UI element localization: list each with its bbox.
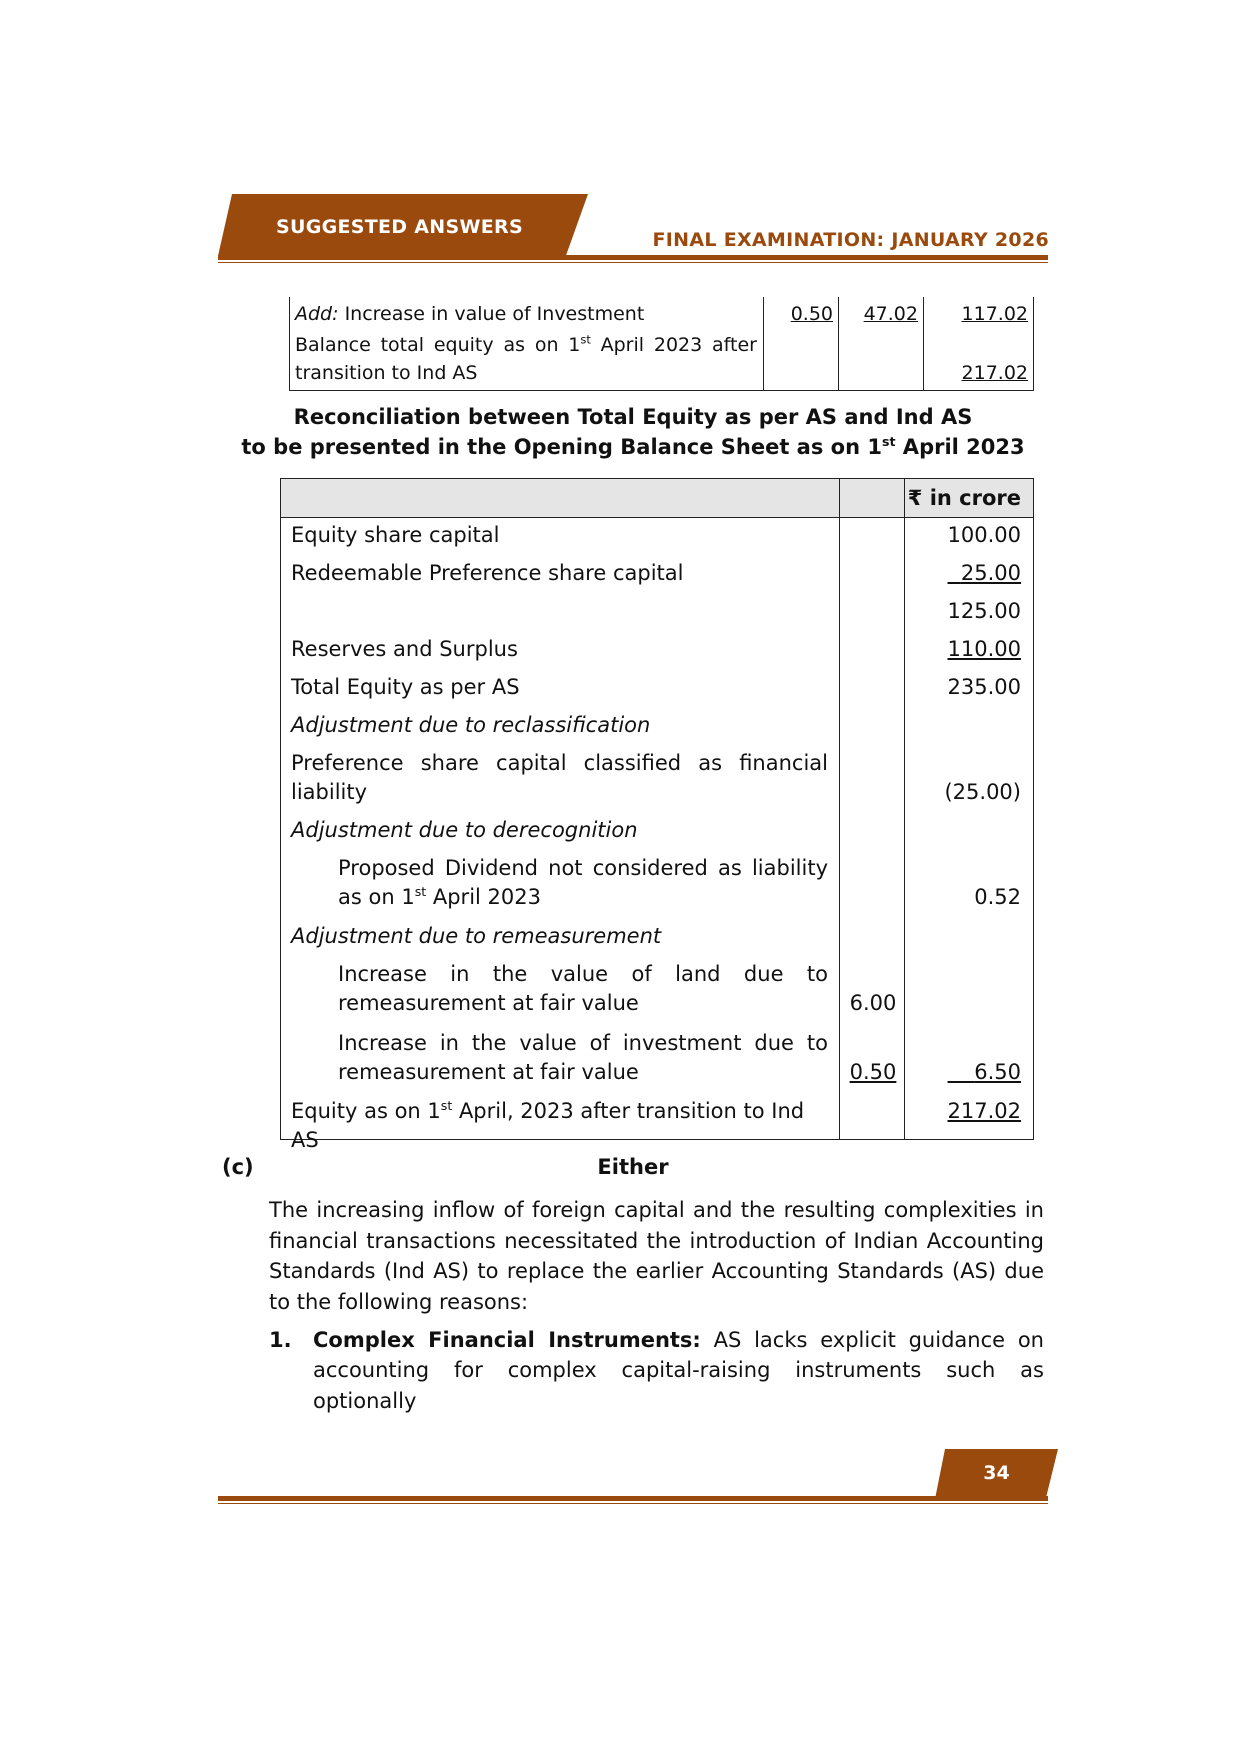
row-subtotal-amount: 125.00 (947, 599, 1021, 623)
top-row2-line2: transition to Ind AS (295, 362, 478, 384)
row-pref-liability-line2: liability (291, 780, 368, 804)
row-adj-derecog-label: Adjustment due to derecognition (291, 818, 638, 842)
row-investment-amount: 6.50 (974, 1060, 1021, 1084)
row-investment-line2: remeasurement at fair value (338, 1060, 639, 1084)
row-total-as-amount: 235.00 (947, 675, 1021, 699)
row-pref-liability-line1: Preference share capital classified as financial (291, 751, 828, 775)
row-redeemable-pref-amount: 25.00 (960, 561, 1021, 585)
header-rule-thin (218, 262, 1048, 263)
row-final-label: Equity as on 1st April, 2023 after transition to Ind AS (291, 1098, 805, 1152)
row-redeemable-pref-label: Redeemable Preference share capital (291, 561, 684, 585)
currency-header: ₹ in crore (907, 486, 1021, 510)
top-row1-col2: 47.02 (863, 303, 918, 325)
list-item-1 (269, 1325, 1044, 1413)
row-pref-liability-amount: (25.00) (944, 780, 1021, 804)
row-adj-reclass-label: Adjustment due to reclassification (291, 713, 651, 737)
top-row2-col3: 217.02 (961, 362, 1028, 384)
footer-rule (218, 1496, 1048, 1501)
row-reserves-label: Reserves and Surplus (291, 637, 518, 661)
row-investment-line1: Increase in the value of investment due to (338, 1031, 828, 1055)
section-c-paragraph: The increasing inflow of foreign capital and the resulting complexities in financial transactions necessitated the introduction of Indian Accounting Standards (Ind AS) to replace the earlier Accounting Standards (AS) due to the following reasons: (269, 1198, 1044, 1314)
list-item-1-line2: accounting for complex capital-raising instruments such as optionally (313, 1358, 1044, 1413)
row-land-mid: 6.00 (849, 991, 897, 1015)
top-row1-col3: 117.02 (961, 303, 1028, 325)
row-investment-mid: 0.50 (849, 1060, 897, 1084)
header-rule (218, 255, 1048, 260)
header-right-title: FINAL EXAMINATION: JANUARY 2026 (652, 229, 1049, 251)
top-row1-col1: 0.50 (790, 303, 833, 325)
row-reserves-amount: 110.00 (947, 637, 1021, 661)
page-number: 34 (983, 1462, 1010, 1484)
section-c-heading: Either (597, 1155, 669, 1179)
section-c-label: (c) (222, 1155, 254, 1179)
list-item-1-line1: Complex Financial Instruments: AS lacks explicit guidance on (313, 1328, 1044, 1352)
top-table (289, 297, 1034, 391)
row-land-line1: Increase in the value of land due to (338, 962, 828, 986)
top-row2-line1: Balance total equity as on 1st April 2023 after (295, 332, 757, 356)
row-dividend-line2: as on 1st April 2023 (338, 884, 541, 909)
list-item-1-number: 1. (269, 1328, 292, 1352)
row-equity-share-capital-label: Equity share capital (291, 523, 500, 547)
row-final-amount: 217.02 (947, 1099, 1021, 1123)
row-dividend-line1: Proposed Dividend not considered as liability (338, 856, 828, 880)
row-adj-remeasure-label: Adjustment due to remeasurement (291, 924, 662, 948)
reconciliation-title-line1: Reconciliation between Total Equity as per AS and Ind AS (293, 405, 973, 429)
header-left-title: SUGGESTED ANSWERS (276, 216, 523, 238)
footer-rule-thin (218, 1503, 1048, 1504)
reconciliation-table (280, 478, 1034, 1152)
top-row1-label: Add: Increase in value of Investment (295, 303, 645, 325)
row-total-as-label: Total Equity as per AS (291, 675, 520, 699)
reconciliation-title-line2: to be presented in the Opening Balance Sheet as on 1st April 2023 (241, 434, 1025, 459)
row-equity-share-capital-amount: 100.00 (947, 523, 1021, 547)
row-dividend-amount: 0.52 (974, 885, 1021, 909)
row-land-line2: remeasurement at fair value (338, 991, 639, 1015)
